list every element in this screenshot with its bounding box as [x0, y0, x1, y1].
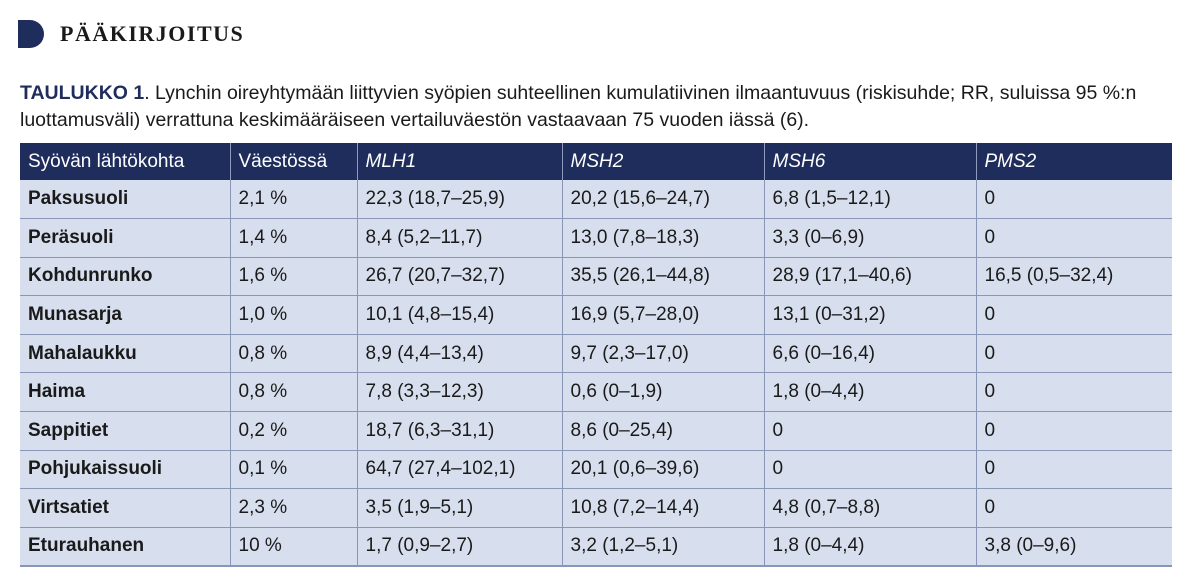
cell-msh2: 20,1 (0,6–39,6)	[562, 450, 764, 489]
cell-population: 0,1 %	[230, 450, 357, 489]
cell-mlh1: 64,7 (27,4–102,1)	[357, 450, 562, 489]
column-header-msh6: MSH6	[764, 143, 976, 180]
cell-msh6: 6,8 (1,5–12,1)	[764, 180, 976, 219]
cell-msh2: 13,0 (7,8–18,3)	[562, 219, 764, 258]
cell-msh6: 28,9 (17,1–40,6)	[764, 257, 976, 296]
cell-origin: Pohjukaissuoli	[20, 450, 230, 489]
cell-origin: Sappitiet	[20, 412, 230, 451]
cell-population: 0,8 %	[230, 334, 357, 373]
cell-population: 0,8 %	[230, 373, 357, 412]
cell-mlh1: 8,9 (4,4–13,4)	[357, 334, 562, 373]
table-body	[20, 180, 1172, 566]
column-header-mlh1: MLH1	[357, 143, 562, 180]
cell-msh2: 10,8 (7,2–14,4)	[562, 489, 764, 528]
cell-msh6: 0	[764, 450, 976, 489]
cell-pms2: 0	[976, 489, 1172, 528]
table-row	[20, 489, 1172, 528]
cell-origin: Kohdunrunko	[20, 257, 230, 296]
cell-mlh1: 8,4 (5,2–11,7)	[357, 219, 562, 258]
column-header-population: Väestössä	[230, 143, 357, 180]
cell-msh2: 0,6 (0–1,9)	[562, 373, 764, 412]
table-caption-label: TAULUKKO 1	[20, 82, 145, 104]
column-header-origin: Syövän lähtökohta	[20, 143, 230, 180]
cell-origin: Eturauhanen	[20, 527, 230, 566]
table-row	[20, 180, 1172, 219]
table-row	[20, 296, 1172, 335]
cell-msh6: 4,8 (0,7–8,8)	[764, 489, 976, 528]
table-header-row	[20, 143, 1172, 180]
cell-origin: Virtsatiet	[20, 489, 230, 528]
cell-population: 1,6 %	[230, 257, 357, 296]
cell-pms2: 0	[976, 412, 1172, 451]
cell-mlh1: 1,7 (0,9–2,7)	[357, 527, 562, 566]
cell-origin: Munasarja	[20, 296, 230, 335]
cell-msh6: 0	[764, 412, 976, 451]
cell-origin: Mahalaukku	[20, 334, 230, 373]
cell-msh2: 9,7 (2,3–17,0)	[562, 334, 764, 373]
section-marker-icon	[18, 20, 44, 48]
table-row	[20, 334, 1172, 373]
column-header-msh2: MSH2	[562, 143, 764, 180]
column-header-pms2: PMS2	[976, 143, 1172, 180]
cell-pms2: 3,8 (0–9,6)	[976, 527, 1172, 566]
cell-pms2: 0	[976, 296, 1172, 335]
cell-mlh1: 22,3 (18,7–25,9)	[357, 180, 562, 219]
cell-mlh1: 18,7 (6,3–31,1)	[357, 412, 562, 451]
table-row	[20, 257, 1172, 296]
cell-population: 2,3 %	[230, 489, 357, 528]
table-row	[20, 450, 1172, 489]
cell-mlh1: 3,5 (1,9–5,1)	[357, 489, 562, 528]
cell-msh2: 35,5 (26,1–44,8)	[562, 257, 764, 296]
cell-population: 1,0 %	[230, 296, 357, 335]
cell-msh6: 1,8 (0–4,4)	[764, 373, 976, 412]
cell-origin: Paksusuoli	[20, 180, 230, 219]
cell-msh6: 13,1 (0–31,2)	[764, 296, 976, 335]
cell-msh2: 16,9 (5,7–28,0)	[562, 296, 764, 335]
cell-population: 2,1 %	[230, 180, 357, 219]
cell-msh2: 20,2 (15,6–24,7)	[562, 180, 764, 219]
cell-pms2: 16,5 (0,5–32,4)	[976, 257, 1172, 296]
table-row	[20, 219, 1172, 258]
table-caption	[20, 80, 1180, 134]
cell-msh2: 8,6 (0–25,4)	[562, 412, 764, 451]
cell-mlh1: 10,1 (4,8–15,4)	[357, 296, 562, 335]
table-row	[20, 412, 1172, 451]
cell-mlh1: 26,7 (20,7–32,7)	[357, 257, 562, 296]
section-title: PÄÄKIRJOITUS	[60, 21, 245, 46]
cell-pms2: 0	[976, 450, 1172, 489]
cell-msh6: 3,3 (0–6,9)	[764, 219, 976, 258]
cell-origin: Haima	[20, 373, 230, 412]
cell-mlh1: 7,8 (3,3–12,3)	[357, 373, 562, 412]
cell-pms2: 0	[976, 334, 1172, 373]
cell-msh2: 3,2 (1,2–5,1)	[562, 527, 764, 566]
cell-population: 0,2 %	[230, 412, 357, 451]
cell-pms2: 0	[976, 219, 1172, 258]
cell-pms2: 0	[976, 373, 1172, 412]
cell-msh6: 6,6 (0–16,4)	[764, 334, 976, 373]
section-header	[18, 20, 244, 48]
incidence-table	[20, 143, 1172, 567]
table-caption-text: . Lynchin oireyhtymään liittyvien syöpien suhteellinen kumulatiivinen ilmaantuvuus (riskisuhde; RR, suluissa 95 %:n luottamusväli) verrattuna keskimääräiseen vertailuväestön vastaavaan 75 vuoden iässä (6).	[20, 82, 1137, 131]
table-row	[20, 527, 1172, 566]
cell-population: 10 %	[230, 527, 357, 566]
cell-origin: Peräsuoli	[20, 219, 230, 258]
cell-msh6: 1,8 (0–4,4)	[764, 527, 976, 566]
cell-population: 1,4 %	[230, 219, 357, 258]
cell-pms2: 0	[976, 180, 1172, 219]
table-row	[20, 373, 1172, 412]
